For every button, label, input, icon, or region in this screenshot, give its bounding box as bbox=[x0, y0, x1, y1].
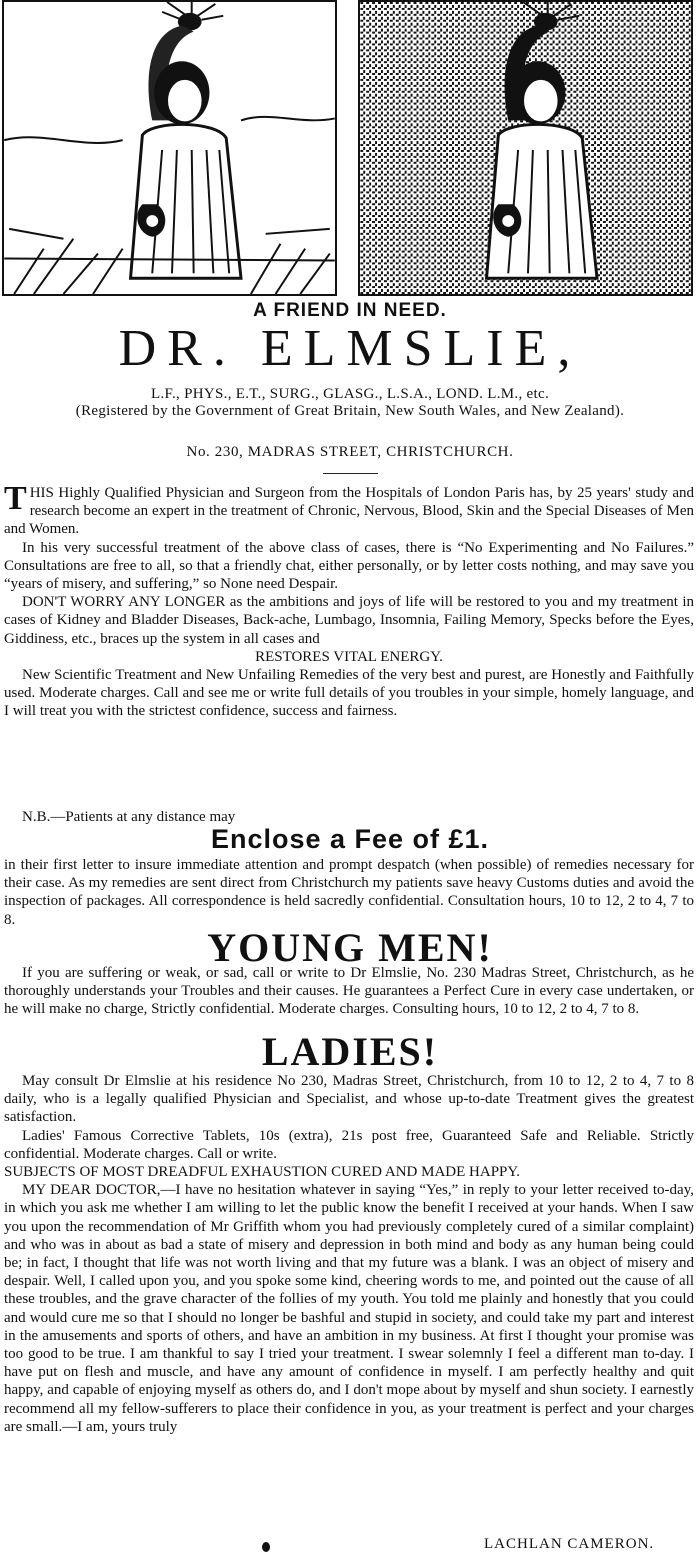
dont-worry-paragraph: DON'T WORRY ANY LONGER as the ambitions and joys of life will be restored to you and my treatment in cases of Kidney and Bladder Diseases, Back-ache, Lumbago, Insomnia, Failing Memory, Specks before the Eyes, Giddiness, etc., braces up the system in all cases and bbox=[4, 594, 694, 647]
testimonial-letter: MY DEAR DOCTOR,—I have no hesitation whatever in saying “Yes,” in reply to your letter received to-day, in which you ask me whether I am willing to let the public know the benefit I received at your hands. When I saw you upon the recommendation of Mr Griffith whom you had previously completely cured of a similar complaint) and who was in about as bad a state of misery and depression in both mind and body as any human being could be; in fact, I thought that life was not worth living and that my future was a blank. I was an object of misery and despair. Well, I called upon you, and you spoke some kind, cheering words to me, and pointed out the cause of all these troubles, and the grave character of the follies of my youth. You told me plainly and honestly that you could and would cure me so that I should no longer be bashful and stupid in society, and could take my part and interest in the amusements and sports of others, and have an ambition in my business. At first I thought your promise was too good to be true. I am thankful to say I tried your treatment. I swear solemnly I feel a different man to-day. I have put on flesh and muscle, and have any amount of confidence in myself. I am perfectly healthy and quit happy, and capable of enjoying myself as others do, and I don't mope about by myself and shun society. I earnestly recommend all my fellow-sufferers to place their confidence in you, as your treatment is perfect and your charges are small.—I am, yours truly bbox=[4, 1182, 694, 1435]
engraving-figure-icon bbox=[4, 2, 335, 294]
intro-paragraph bbox=[4, 480, 694, 539]
young-men-heading: YOUNG MEN! bbox=[207, 925, 493, 970]
illustration-woman-with-sun-clear bbox=[2, 0, 337, 296]
illustration-woman-with-sun-speckled bbox=[358, 0, 693, 296]
body-block-intro bbox=[4, 480, 694, 721]
qualifications-line: L.F., PHYS., E.T., SURG., GLASG., L.S.A., LOND. L.M., etc. bbox=[150, 386, 549, 402]
ladies-block bbox=[4, 1072, 694, 1436]
registration-line: (Registered by the Government of Great Britain, New South Wales, and New Zealand). bbox=[75, 403, 625, 419]
ladies-paragraph: May consult Dr Elmslie at his residence No 230, Madras Street, Christchurch, from 10 to 12, 2 to 4, 7 to 8 daily, who is a legally qualified Physician and Specialist, and whose up-to-date Treatment gives the greatest satisfaction. bbox=[4, 1073, 694, 1126]
fee-paragraph-block bbox=[4, 856, 694, 929]
scientific-paragraph: New Scientific Treatment and New Unfailing Remedies of the very best and purest, are Honestly and Faithfully used. Moderate charges. Call and see me or write full details of you troubles in your simple, homely language, and I will treat you with the strictest confidence, success and fairness. bbox=[4, 667, 694, 720]
drop-cap: T bbox=[4, 480, 27, 517]
fee-paragraph: in their first letter to insure immediate attention and prompt despatch (when possible) of remedies necessary for their case. As my remedies are sent direct from Christchurch my patients save heavy Customs duties and avoid the inspection of packages. All correspondence is held sacredly confidential. Consultation hours, 10 to 12, 2 to 4, 7 to 8. bbox=[4, 857, 694, 928]
signature-name: LACHLAN CAMERON. bbox=[484, 1536, 655, 1552]
young-men-paragraph: If you are suffering or weak, or sad, call or write to Dr Elmslie, No. 230 Madras Street, Christchurch, as he thoroughly understands your Troubles and their causes. He guarantees a Perfect Cure in every case undertaken, or he will make no charge, Strictly confidential. Moderate charges. Consulting hours, 10 to 12, 2 to 4, 7 to 8. bbox=[4, 965, 694, 1018]
enclose-fee-heading: Enclose a Fee of £1. bbox=[210, 824, 490, 854]
engraving-figure-speckled-icon bbox=[360, 2, 691, 294]
nb-line: N.B.—Patients at any distance may bbox=[22, 809, 236, 825]
young-men-block bbox=[4, 964, 694, 1019]
ink-blot bbox=[262, 1542, 270, 1552]
address-line: No. 230, MADRAS STREET, CHRISTCHURCH. bbox=[186, 444, 514, 460]
kicker-heading: A FRIEND IN NEED. bbox=[253, 300, 447, 321]
tablets-paragraph: Ladies' Famous Corrective Tablets, 10s (extra), 21s post free, Guaranteed Safe and Reliable. Strictly confidential. Moderate charges. Call or write. bbox=[4, 1127, 694, 1162]
subjects-heading: SUBJECTS OF MOST DREADFUL EXHAUSTION CURED AND MADE HAPPY. bbox=[4, 1164, 521, 1181]
doctor-name-heading: DR. ELMSLIE, bbox=[118, 320, 582, 377]
treatment-paragraph: In his very successful treatment of the above class of cases, there is “No Experimenting and No Failures.” Consultations are free to all, so that a friendly chat, either personally, or by letter costs nothing, and may save you “years of misery, and suffering,” so None need Despair. bbox=[4, 539, 694, 593]
divider bbox=[323, 473, 378, 474]
restores-vital-energy: RESTORES VITAL ENERGY. bbox=[255, 648, 443, 665]
ladies-heading: LADIES! bbox=[261, 1029, 439, 1074]
intro-text: HIS Highly Qualified Physician and Surgeon from the Hospitals of London Paris has, by 25 years' study and research become an expert in the treatment of Chronic, Nervous, Blood, Skin and the Special Diseases of Men and Women. bbox=[4, 485, 694, 538]
qualifications-block bbox=[30, 386, 670, 420]
